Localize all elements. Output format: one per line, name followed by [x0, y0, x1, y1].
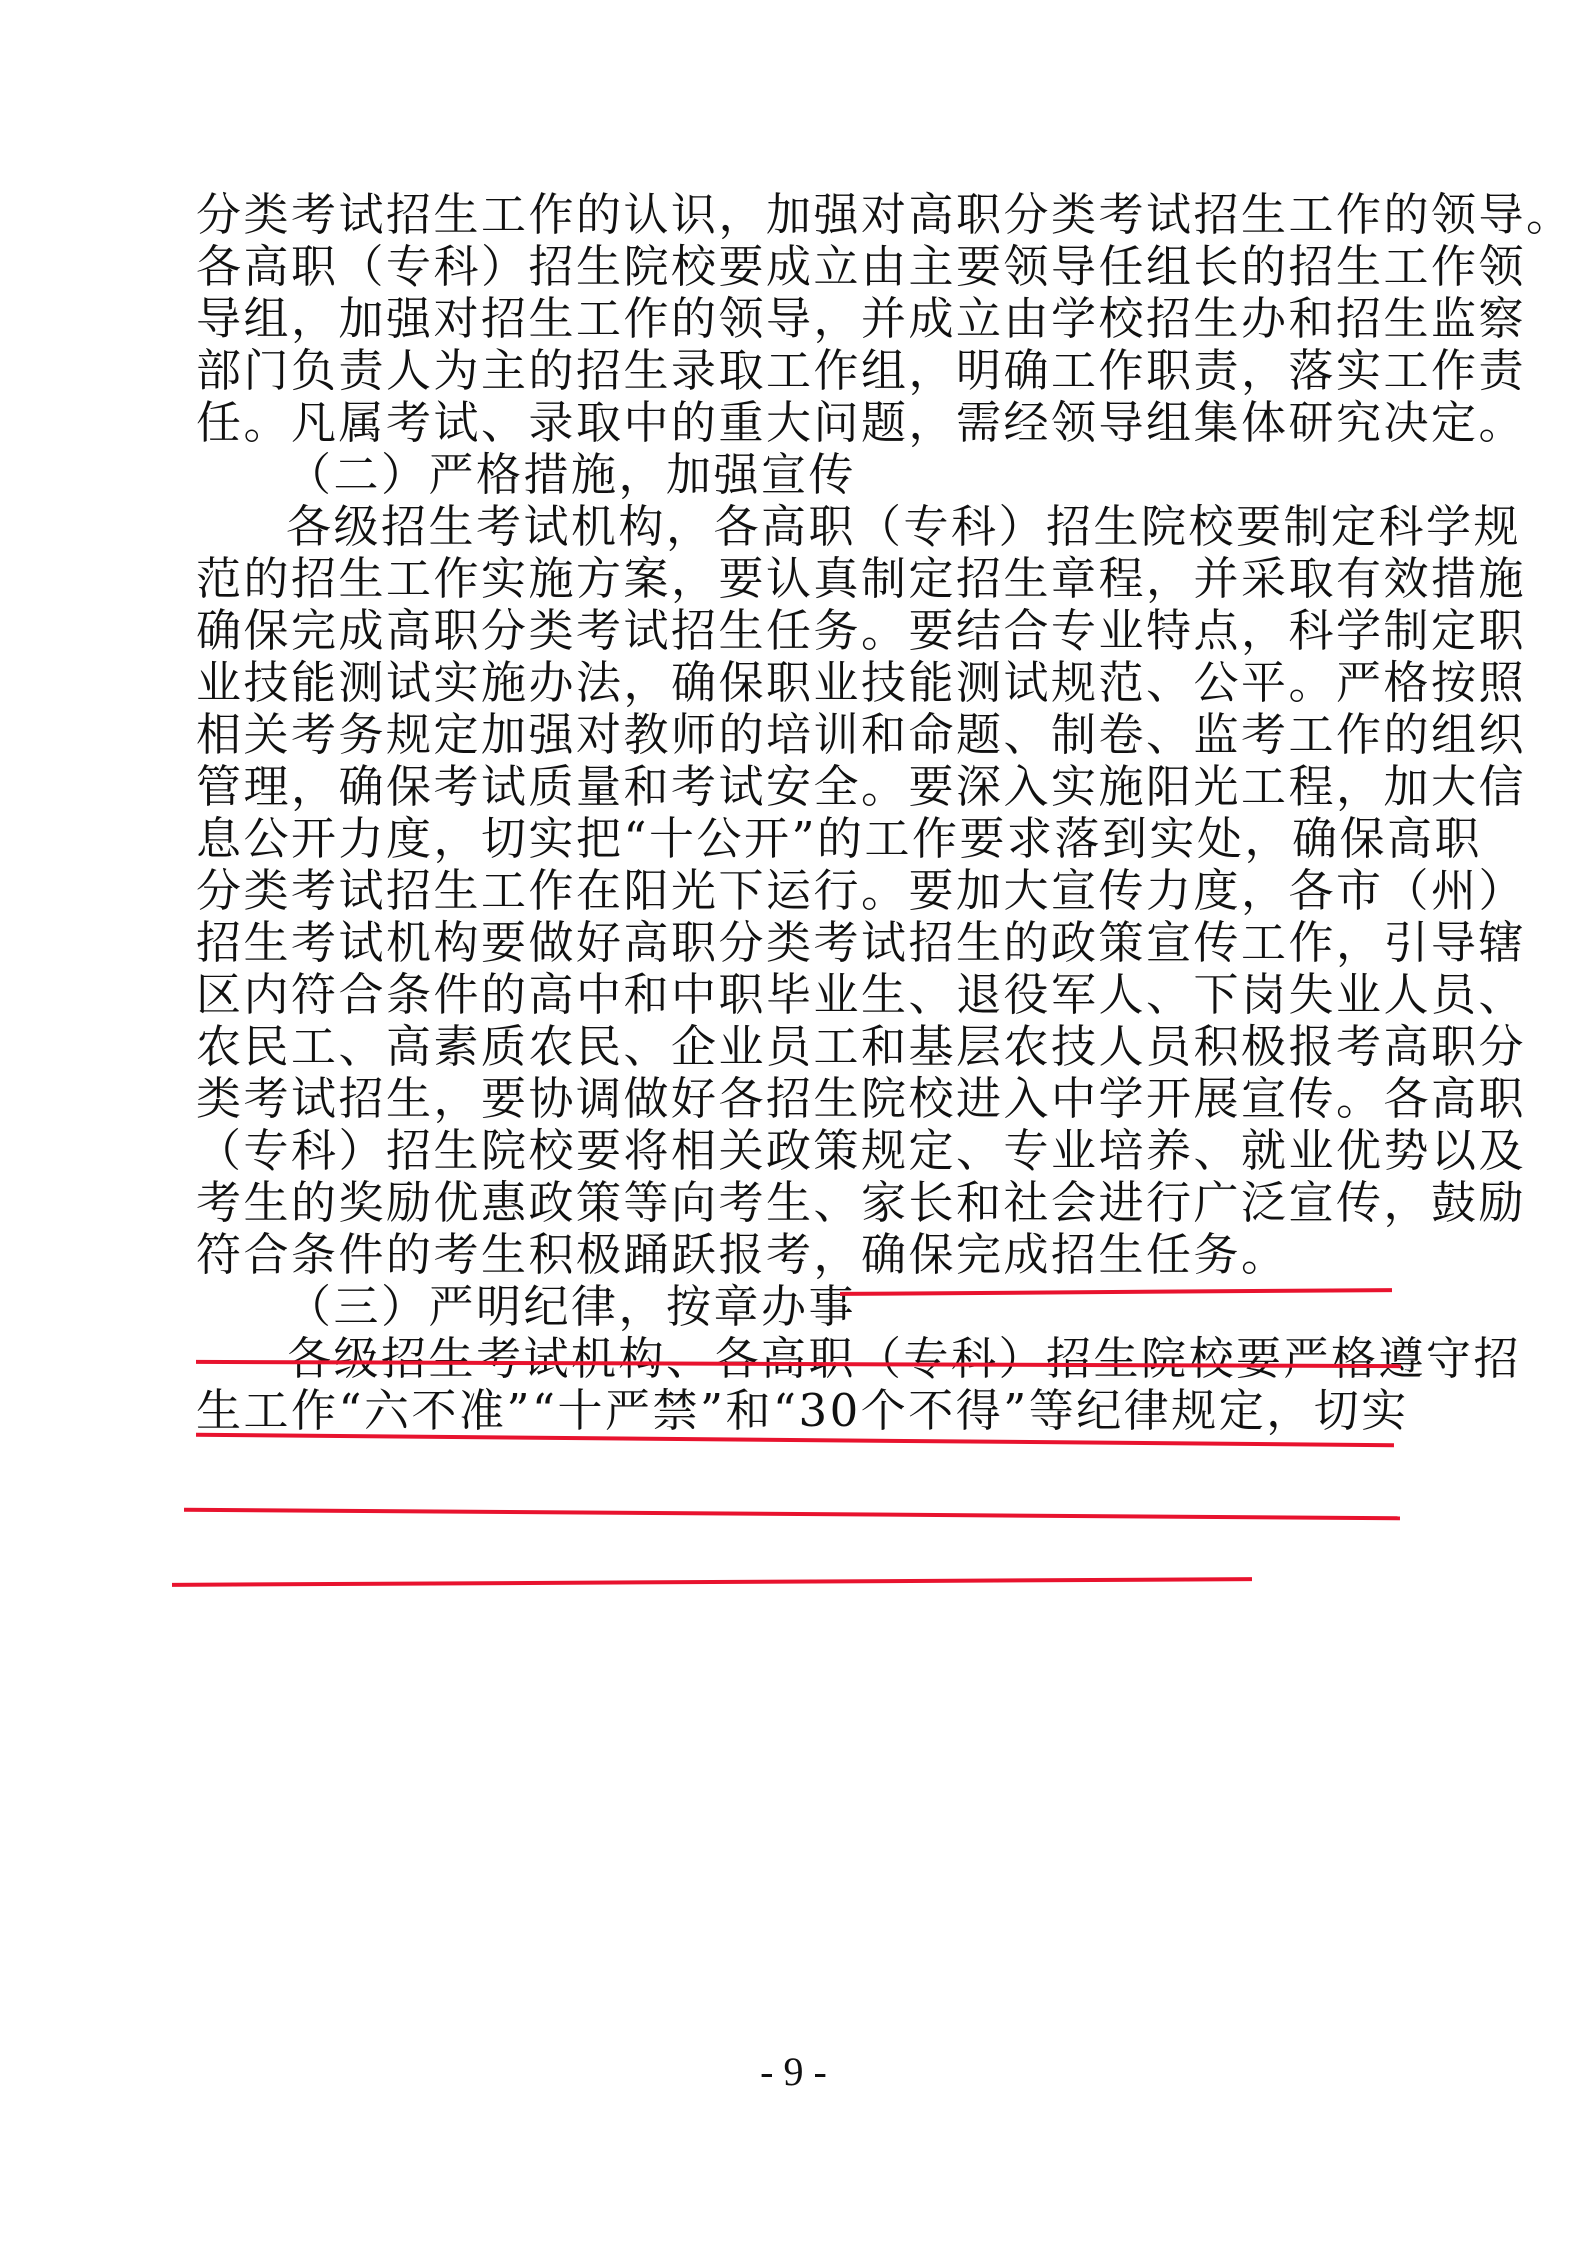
- text-line-15: 招生考试机构要做好高职分类考试招生的政策宣传工作，引导辖: [196, 916, 1527, 969]
- text-line-9: 确保完成高职分类考试招生任务。要结合专业特点，科学制定职: [196, 604, 1527, 657]
- text-line-11: 相关考务规定加强对教师的培训和命题、制卷、监考工作的组织: [196, 708, 1527, 761]
- text-line-4: 部门负责人为主的招生录取工作组，明确工作职责，落实工作责: [196, 344, 1527, 397]
- annotation-underline-5: [172, 1577, 1252, 1587]
- text-line-18: 类考试招生，要协调做好各招生院校进入中学开展宣传。各高职: [196, 1072, 1527, 1125]
- text-line-12: 管理，确保考试质量和考试安全。要深入实施阳光工程，加大信: [196, 760, 1527, 813]
- text-line-20: 考生的奖励优惠政策等向考生、家长和社会进行广泛宣传，鼓励: [196, 1176, 1527, 1229]
- text-line-3: 导组，加强对招生工作的领导，并成立由学校招生办和招生监察: [196, 292, 1527, 345]
- text-line-14: 分类考试招生工作在阳光下运行。要加大宣传力度，各市（州）: [196, 864, 1527, 917]
- section-heading-3: （三）严明纪律，按章办事: [286, 1280, 857, 1333]
- text-line-21: 符合条件的考生积极踊跃报考，确保完成招生任务。: [196, 1228, 1289, 1281]
- text-line-24: 生工作“六不准”“十严禁”和“30个不得”等纪律规定，切实: [196, 1384, 1409, 1437]
- text-line-5: 任。凡属考试、录取中的重大问题，需经领导组集体研究决定。: [196, 396, 1527, 449]
- text-line-16: 区内符合条件的高中和中职毕业生、退役军人、下岗失业人员、: [196, 968, 1527, 1021]
- text-line-10: 业技能测试实施办法，确保职业技能测试规范、公平。严格按照: [196, 656, 1527, 709]
- section-heading-2: （二）严格措施，加强宣传: [286, 448, 857, 501]
- page-number: - 9 -: [760, 2049, 827, 2094]
- text-line-17: 农民工、高素质农民、企业员工和基层农技人员积极报考高职分: [196, 1020, 1527, 1073]
- text-line-23: 各级招生考试机构、各高职（专科）招生院校要严格遵守招: [286, 1332, 1522, 1385]
- annotation-underline-4: [184, 1508, 1400, 1520]
- text-line-8: 范的招生工作实施方案，要认真制定招生章程，并采取有效措施: [196, 552, 1527, 605]
- text-line-19: （专科）招生院校要将相关政策规定、专业培养、就业优势以及: [196, 1124, 1527, 1177]
- text-line-13: 息公开力度，切实把“十公开”的工作要求落到实处，确保高职: [196, 812, 1483, 865]
- text-line-7: 各级招生考试机构，各高职（专科）招生院校要制定科学规: [286, 500, 1522, 553]
- text-line-1: 分类考试招生工作的认识，加强对高职分类考试招生工作的领导。: [196, 188, 1574, 241]
- text-line-2: 各高职（专科）招生院校要成立由主要领导任组长的招生工作领: [196, 240, 1527, 293]
